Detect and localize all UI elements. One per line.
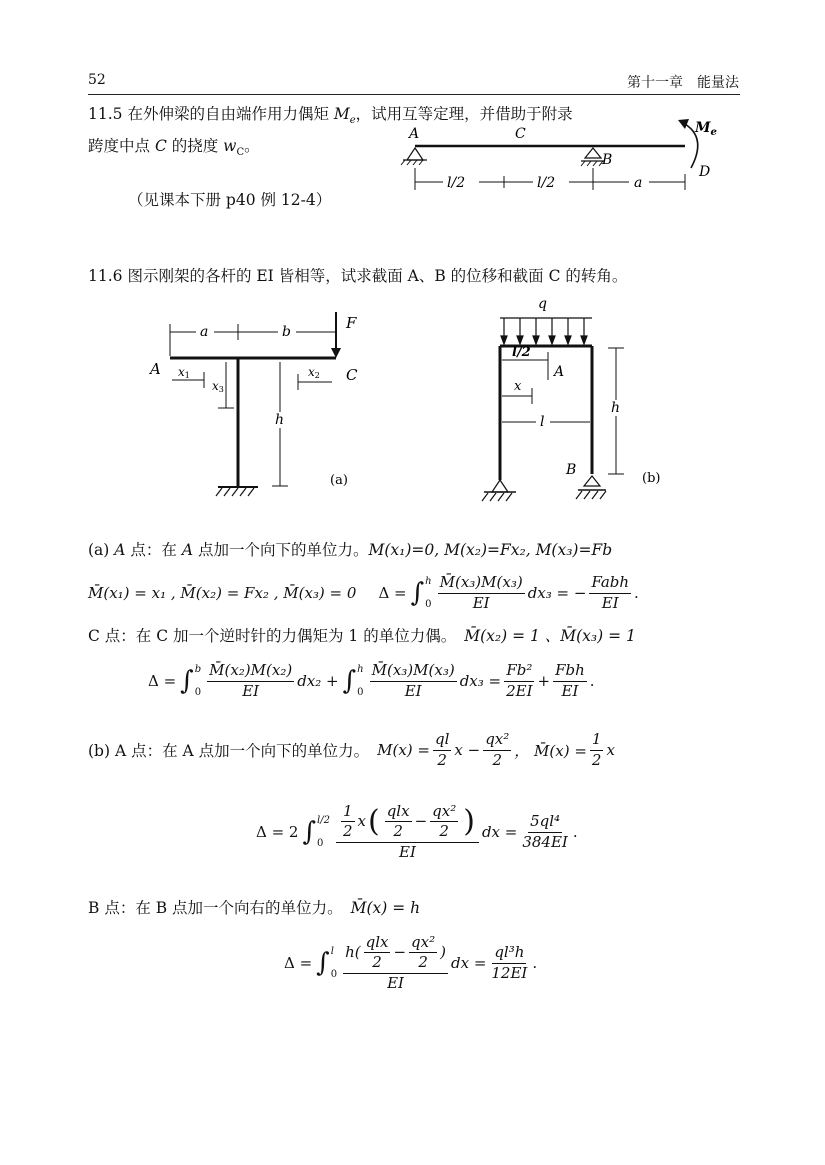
numerator: qx² <box>430 803 458 822</box>
plus: + <box>537 672 551 690</box>
text: (a) <box>88 541 115 559</box>
term: ) <box>440 943 446 962</box>
label-x1-main: x <box>178 365 185 379</box>
numerator: ql³h <box>492 944 526 963</box>
numerator: qlx <box>385 803 412 822</box>
label-me-sub: e <box>710 127 717 138</box>
hatch-a <box>401 160 423 165</box>
delta: Δ = <box>378 584 407 602</box>
denominator: 2 <box>372 953 382 972</box>
result-fraction <box>589 574 631 612</box>
denominator: 12EI <box>491 963 528 982</box>
label-h: h <box>275 412 285 428</box>
text: 点加一个向下的单位力。 <box>193 541 369 559</box>
fraction <box>590 731 604 769</box>
dim-l2-second: l/2 <box>537 175 556 191</box>
minus: − <box>414 812 428 831</box>
denominator: EI <box>399 842 416 861</box>
fraction <box>483 731 511 769</box>
integral-limits <box>425 576 431 610</box>
minus: − <box>393 943 407 962</box>
period: . <box>589 672 595 690</box>
numerator <box>336 803 479 843</box>
numerator: qx² <box>483 731 511 750</box>
fraction <box>207 662 294 700</box>
label-q: q <box>538 296 547 312</box>
couple-arrowhead <box>678 119 689 129</box>
lower: 0 <box>425 599 432 610</box>
text: 。 <box>244 137 260 155</box>
period: . <box>532 954 538 972</box>
load-arrows <box>501 318 587 344</box>
integral-limits <box>331 946 337 980</box>
solution-a-line2 <box>88 568 639 618</box>
frame-figure-a <box>140 308 380 504</box>
label-a: A <box>409 126 420 142</box>
moment-label: M(x) = <box>377 741 430 759</box>
header-rule <box>88 94 740 95</box>
symbol: A <box>181 541 194 559</box>
denominator: 2 <box>418 953 428 972</box>
result-fraction-1 <box>504 662 534 700</box>
upper: h <box>357 664 364 675</box>
pin-support-a <box>407 148 423 160</box>
label-x2-main: x <box>308 365 315 379</box>
fraction <box>430 803 458 841</box>
differential: dx₃ = − <box>527 584 587 602</box>
integral-limits <box>357 664 363 698</box>
label-x3-sub: 3 <box>218 385 224 394</box>
unit-moment-equations: M̄(x₁) = x₁ , M̄(x₂) = Fx₂ , M̄(x₃) = 0 <box>88 584 357 602</box>
denominator: EI <box>601 593 619 612</box>
lower: 0 <box>194 687 202 698</box>
problem-11-6-statement: 11.6 图示刚架的各杆的 EI 皆相等，试求截面 A、B 的位移和截面 C 的转角。 <box>88 267 628 285</box>
symbol-c: C <box>154 137 167 155</box>
label-b-point: B <box>566 462 577 478</box>
page-number: 52 <box>88 72 106 88</box>
denominator: 2 <box>492 750 502 769</box>
fraction <box>433 731 451 769</box>
label-me-main: M <box>695 120 711 136</box>
text: 点：在 <box>125 541 182 559</box>
solution-b-point-line <box>88 898 420 918</box>
numerator: M̄(x₃)M(x₃) <box>370 662 457 681</box>
unit-moment-label: ， M̄(x) = <box>514 741 587 760</box>
label-point-c: C <box>346 366 358 384</box>
label-me <box>694 120 717 138</box>
label-c: C <box>515 126 526 142</box>
denominator: 2 <box>439 822 449 841</box>
lower: 0 <box>357 687 364 698</box>
numerator: M̄(x₂)M(x₂) <box>207 662 294 681</box>
label-x2-sub: 2 <box>314 371 320 380</box>
fraction <box>364 934 391 972</box>
text: (b) A 点：在 A 点加一个向下的单位力。 <box>88 742 370 760</box>
term: h( <box>345 943 361 962</box>
result-fraction <box>489 944 529 982</box>
big-fraction <box>336 803 479 861</box>
roller-support-b <box>585 148 601 158</box>
upper: b <box>194 664 202 675</box>
differential: dx = <box>481 823 518 841</box>
numerator <box>343 934 448 974</box>
differential: dx₃ = <box>459 672 502 690</box>
symbol-me: M <box>333 105 350 123</box>
delta: Δ = <box>148 672 177 690</box>
integral-sign: ∫ <box>316 948 330 978</box>
denominator: 2 <box>393 822 403 841</box>
symbol-w: w <box>223 137 237 155</box>
upper: h <box>425 576 432 587</box>
delta: Δ = <box>284 954 313 972</box>
period: . <box>572 823 578 841</box>
upper: l/2 <box>317 815 330 826</box>
symbol-w-sub: C <box>236 147 245 159</box>
denominator: 384EI <box>522 832 568 851</box>
term: x <box>606 741 615 759</box>
text: ，试用互等定理，并借助于附录 <box>355 105 573 123</box>
label-point-a: A <box>150 360 161 378</box>
integral-sign: ∫ <box>410 578 425 608</box>
denominator: EI <box>561 681 579 700</box>
integral-sign: ∫ <box>342 666 357 696</box>
numerator: qlx <box>364 934 391 953</box>
label-x1 <box>178 365 190 380</box>
fixed-support-hatch <box>216 488 254 496</box>
text: 的挠度 <box>166 137 224 155</box>
numerator: Fabh <box>589 574 631 593</box>
label-l-b: l <box>540 414 545 430</box>
denominator: 2 <box>591 750 602 769</box>
text: C 点：在 C 加一个逆时针的力偶矩为 1 的单位力偶。 <box>88 627 457 645</box>
pin-support-left <box>492 480 508 492</box>
label-b-dim: b <box>282 324 291 340</box>
upper: l <box>330 946 334 957</box>
caption-a: (a) <box>330 473 348 488</box>
symbol-me-sub: e <box>349 115 356 127</box>
label-h-b: h <box>611 400 621 416</box>
dim-l2-first: l/2 <box>447 175 466 191</box>
paren-close: ) <box>463 803 475 839</box>
solution-b-point-equation <box>284 926 537 1000</box>
numerator: 1 <box>590 731 604 750</box>
label-a-dim: a <box>200 324 209 340</box>
unit-couple-equations: M̄(x₂) = 1 、M̄(x₃) = 1 <box>464 627 636 645</box>
label-l2-b: l/2 <box>512 345 531 360</box>
numerator: M̄(x₃)M(x₃) <box>438 574 525 593</box>
term: x − <box>454 741 481 759</box>
denominator: 2EI <box>506 681 533 700</box>
hatch-right <box>576 491 606 499</box>
numerator: qx² <box>409 934 437 953</box>
solution-c-line <box>88 626 636 646</box>
numerator: ql <box>433 731 451 750</box>
denominator: EI <box>387 973 404 992</box>
text: 跨度中点 <box>88 137 155 155</box>
hatch-left <box>482 493 512 501</box>
solution-b-line <box>88 726 615 774</box>
label-x2 <box>308 365 320 380</box>
numerator: 5ql⁴ <box>528 813 562 832</box>
result-fraction <box>520 813 570 851</box>
numerator: Fb² <box>504 662 534 681</box>
solution-a-line1 <box>88 540 612 560</box>
denominator: EI <box>404 681 422 700</box>
paren-open: ( <box>367 803 380 839</box>
period: . <box>634 584 639 602</box>
denominator: EI <box>242 681 260 700</box>
fraction <box>409 934 437 972</box>
label-x-b: x <box>514 379 522 394</box>
numerator: Fbh <box>553 662 587 681</box>
label-x1-sub: 1 <box>184 371 190 380</box>
label-f: F <box>346 314 357 332</box>
label-x3-main: x <box>212 379 219 393</box>
differential: dx₂ + <box>297 672 339 690</box>
half <box>341 803 355 841</box>
moment-equations: M(x₁)=0, M(x₂)=Fx₂, M(x₃)=Fb <box>368 541 613 559</box>
roller-support-b-frame <box>584 476 600 486</box>
label-a-b: A <box>554 364 565 380</box>
fraction <box>438 574 525 612</box>
lower: 0 <box>317 838 324 849</box>
denominator: 2 <box>342 822 353 841</box>
numerator: 1 <box>341 803 355 822</box>
chapter-title: 第十一章 能量法 <box>627 75 739 91</box>
denominator: 2 <box>437 750 447 769</box>
delta: Δ = 2 <box>256 823 299 841</box>
result-fraction-2 <box>553 662 587 700</box>
solution-c-equation <box>148 654 595 708</box>
denominator: EI <box>472 593 490 612</box>
text: B 点：在 B 点加一个向右的单位力。 <box>88 899 343 917</box>
integral-limits <box>317 815 330 849</box>
beam-figure <box>395 118 745 206</box>
symbol: A <box>114 541 126 559</box>
solution-b-equation <box>256 790 578 874</box>
lower: 0 <box>330 969 338 980</box>
hatch-b <box>581 161 603 166</box>
fraction <box>385 803 412 841</box>
text: 11.5 在外伸梁的自由端作用力偶矩 <box>88 105 334 123</box>
label-d: D <box>699 164 711 180</box>
unit-moment-equation: M̄(x) = h <box>350 899 421 917</box>
caption-b: (b) <box>642 471 661 486</box>
integral-sign: ∫ <box>180 666 194 696</box>
differential: dx = <box>450 954 487 972</box>
label-b: B <box>602 152 613 168</box>
fraction <box>370 662 457 700</box>
frame-figure-b <box>470 296 670 504</box>
dim-a: a <box>634 175 643 191</box>
big-fraction <box>343 934 448 992</box>
label-x3 <box>212 379 224 394</box>
problem-11-5-note: （见课本下册 p40 例 12-4） <box>128 191 332 209</box>
problem-11-5-line2 <box>88 136 260 159</box>
integral-limits <box>195 664 201 698</box>
term: x <box>357 812 366 831</box>
integral-sign: ∫ <box>302 817 317 847</box>
